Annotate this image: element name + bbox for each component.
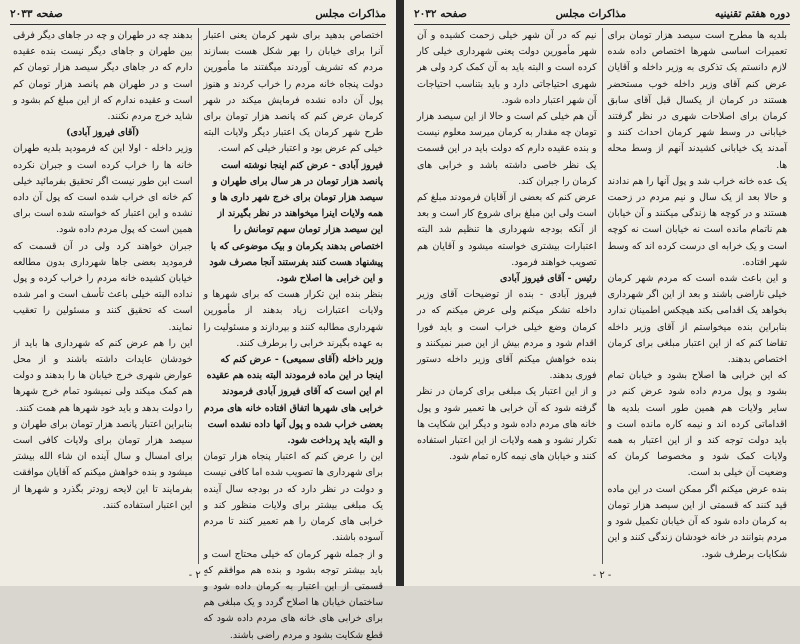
text-paragraph: بنظر بنده این تکرار هست که برای شهرها و ولایات اعتبارات زیاد بدهند از مأمورین شهرداری مطالبه کنند و بپردازند و مسئولیت را به عهده بگیرند خرابی را برطرف کنند. — [203, 289, 383, 349]
text-paragraph: فیروز آبادی - بنده از توضیحات آقای وزیر داخله تشکر میکنم ولی عرض میکنم که در کرمان وضع خیلی خراب است و باید فورا اقدام شود و مردم بیش از این صبر نمیکنند و بنده خواهش میکنم آقای وزیر داخله دستور فوری بدهند. — [417, 289, 597, 382]
left-page-columns — [8, 28, 388, 641]
text-paragraph: این را عرض کنم که اعتبار پنجاه هزار تومان برای شهرداری ها تصویب شده اما کافی نیست و دولت در نظر دارد که در بودجه سال آینده یک مبلغی بیشتر برای ولایات منظور کند و خرابی های کرمان را هم تعمیر کنند تا مردم آسوده باشند. — [203, 451, 383, 544]
left-page-right-column — [199, 28, 389, 641]
left-header-title: مذاکرات مجلس — [315, 8, 386, 20]
text-paragraph: عرض کنم که بعضی از آقایان فرمودند مبلغ کم است ولی این مبلغ برای شروع کار است و بعد از آنکه بودجه شهرداری ها تنظیم شد البته اعتبارات بیشتری خواسته میشود و آقایان هم تصویب خواهند فرمود. — [417, 192, 597, 268]
text-paragraph: (آقای فیروز آبادی) — [66, 127, 140, 139]
book-gutter — [396, 0, 404, 586]
text-paragraph: بنده عرض میکنم اگر ممکن است در این ماده قید کنند که قسمتی از این سیصد هزار تومان به کرمان داده شود که آن خیابان تکمیل شود و مردم بتوانند در خانه خودشان زندگی کنند و این شکایات برطرف شود. — [607, 483, 787, 560]
right-page-right-column — [603, 28, 793, 564]
right-header-session: دوره هفتم تقنینیه — [714, 8, 790, 20]
left-page-header — [10, 6, 386, 22]
text-paragraph: و از این اعتبار یک مبلغی برای کرمان در نظر گرفته شود که آن خرابی ها تعمیر شود و پول خانه های مردم داده شود و دیگر این شکایت ها تکرار نشود و همه ولایات از این اعتبار استفاده کنند و خیابان های نیمه کاره تمام شود. — [417, 386, 597, 463]
text-paragraph: و از جمله شهر کرمان که خیلی محتاج است و باید بیشتر توجه بشود و بنده هم موافقم که قسمتی از این اعتبار به کرمان داده شود و ساختمان خیابان ها اصلاح گردد و یک مبلغی هم برای خرابی های خانه های مردم داده شود که قطع شکایت بشود و مردم راضی باشند. — [203, 548, 383, 641]
left-page-footer: - ۲ - — [188, 570, 208, 581]
header-rule — [414, 24, 790, 25]
header-rule — [10, 24, 386, 25]
text-paragraph: اختصاص بدهید برای شهر کرمان یعنی اعتبار آنرا برای خیابان را بهر شکل هست بسازند مردم که تشریف آوردند میگفتند ما مأمورین دولت پنجاه خانه مردم را خراب کردند و هنوز پول آن داده نشده فرمایش میکند در شهر کرمان عرض کنم که پانصد هزار تومان برای طرح شهر کرمان یک اعتبار دیگر ولایات البته خیلی کم عرض بود و اعتبار خیلی کم است. — [203, 30, 383, 155]
speaker-paragraph: رئیس - آقای فیروز آبادی — [500, 273, 597, 285]
left-page — [0, 0, 396, 641]
left-header-page-number: صفحه ۲۰۳۳ — [10, 8, 63, 20]
text-paragraph: و این باعث شده است که مردم شهر کرمان خیلی ناراضی باشند و بعد از این اگر شهرداری بخواهد یک اقدامی بکند هیچکس اطمینان ندارد بنابراین بنده میخواستم از آقای وزیر داخله تقاضا کنم که از این اعتبار مبلغی برای کرمان اختصاص بدهند. — [607, 273, 787, 366]
right-page-header — [414, 6, 790, 22]
text-paragraph: نیم که در آن شهر خیلی زحمت کشیده و آن شهر مأمورین دولت یعنی شهرداری خیلی کار کرده است و البته باید به آن کمک کرد ولی هر شهری احتیاجاتی دارد و باید بتناسب احتیاجات آن شهر اعتبار داده شود. — [417, 30, 597, 106]
right-header-title: مذاکرات مجلس — [555, 8, 627, 20]
text-paragraph: بلدیه ها مطرح است سیصد هزار تومان برای تعمیرات اساسی شهرها اختصاص داده شده لازم دانستم یک تذکری به وزیر داخله و آقایان عرض کنم آقای وزیر داخله خوب مستحضر هستند در کرمان از یکسال قبل آقای سابق کرمان برای اصلاحات شهری در نظر گرفتند خیابانی در وسط شهر کرمان احداث کنند و آمدند یک خیابانی کشیدند آنهم از وسط محله ها. — [607, 30, 787, 171]
right-header-page-number: صفحه ۲۰۳۲ — [414, 8, 467, 20]
speaker-paragraph: فیروز آبادی - عرض کنم اینجا نوشته است پانصد هزار تومان در هر سال برای طهران و سیصد هزار تومان برای خرج شهر داری ها و همه ولایات اینرا میخواهند در نظر بگیرند از این سیصد هزار تومان سهم تومانش را اختصاص بدهند بکرمان و بیک موضوعی که با پیشنهاد هست کنند بفرستند آنجا مصرف شود و این خرابی ها اصلاح شود. — [209, 159, 383, 285]
right-page — [404, 0, 800, 586]
right-page-columns — [412, 28, 792, 564]
text-paragraph: جبران خواهند کرد ولی در آن قسمت که فرمودید بعضی جاها شهرداری بدون مطالعه خیابان کشیده خانه مردم را خراب کرده و پول نداده البته خیلی باعث تأسف است و امر شده است که تحقیق کنند و مسئولین را تعقیب نمایند. — [13, 240, 193, 333]
text-paragraph: بدهند چه در طهران و چه در جاهای دیگر فرقی بین طهران و جاهای دیگر نیست بنده عقیده دارم که در جاهای دیگر سیصد هزار تومان کم است و در طهران هم پانصد هزار تومان کم است و عقیده ندارم که از این مبلغ کم بشود و شاید خرج مردم نکنند. — [13, 30, 193, 123]
text-paragraph: که این خرابی ها اصلاح بشود و خیابان تمام بشود و پول مردم داده شود عرض کنم در سایر ولایات هم همین طور است بلدیه ها اقداماتی کرده اند و نیمه کاره مانده است و باید دولت توجه کند و از این اعتبار به همه ولایات کمک شود و مخصوصا کرمان که وضعیت آن خیلی بد است. — [607, 370, 787, 479]
text-paragraph: بنابراین اعتبار پانصد هزار تومان برای طهران و سیصد هزار تومان برای ولایات کافی است برای امسال و سال آینده ان شاء الله بیشتر میشود و بنده خواهش میکنم که آقایان موافقت بفرمایند تا این لایحه زودتر بگذرد و شهرها از این اعتبار استفاده کنند. — [13, 418, 193, 511]
speaker-paragraph: وزیر داخله (آقای سمیعی) - عرض کنم که اینجا در این ماده فرمودند البته بنده هم عقیده ام این است که آقای فیروز آبادی فرمودند خرابی های شهرها اتفاق افتاده خانه های مردم بعضی خراب شده و پول آنها داده نشده است و البته باید پرداخت شود. — [203, 354, 383, 447]
right-page-left-column — [412, 28, 602, 564]
column-divider — [602, 28, 603, 564]
text-paragraph: این را هم عرض کنم که شهرداری ها باید از خودشان عایدات داشته باشند و از محل عوارض شهری خرج خیابان ها را بدهند و دولت هم کمک میکند ولی نمیشود تمام خرج شهرها را دولت بدهد و باید خود شهرها هم همت کنند. — [13, 337, 193, 414]
text-paragraph: آن هم خیلی کم است و حالا از این سیصد هزار تومان چه مقدار به کرمان میرسد معلوم نیست و بنده عقیده دارم که دولت باید در این قسمت یک نظر خاصی داشته باشد و خرابی های کرمان را جبران کند. — [417, 111, 597, 187]
text-paragraph: وزیر داخله - اولا این که فرمودید بلدیه طهران خانه ها را خراب کرده است و جبران نکرده است این طور نیست اگر تحقیق بفرمائید خیلی کم خانه ای خراب شده است که پول آن داده نشده و این اعتبار که خواسته شده است برای همین است که پول مردم داده شود. — [13, 143, 193, 236]
left-page-left-column — [8, 28, 198, 564]
text-paragraph: یک عده خانه خراب شد و پول آنها را هم ندادند و حالا بعد از یک سال و نیم مردم در زحمت هستند و در کوچه ها زندگی میکنند و آن خیابان هم ناتمام مانده است نه خیابان است نه کوچه است و یک خرابه ای درست کرده اند که وسط شهر افتاده. — [607, 175, 787, 268]
right-page-footer: - ۲ - — [592, 570, 612, 581]
column-divider — [198, 28, 199, 564]
